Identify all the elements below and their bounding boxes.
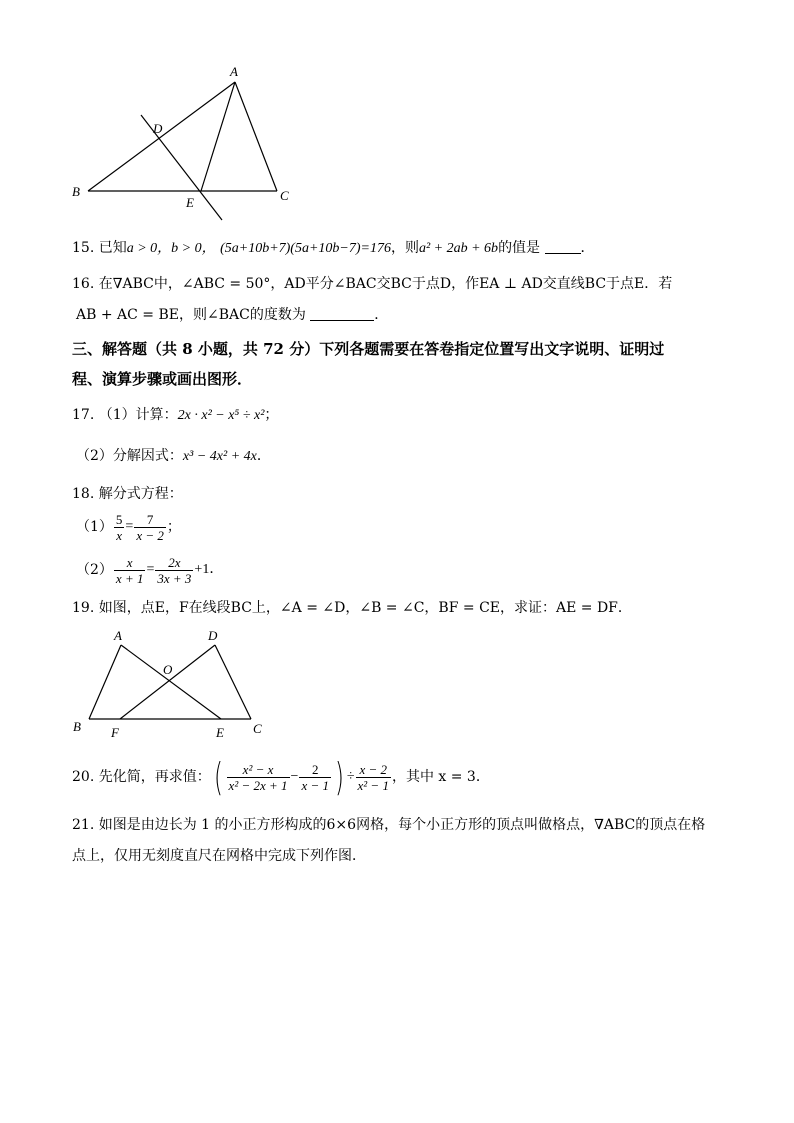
q16-number: 16. (72, 276, 95, 292)
q20-suffix: ，其中 x = 3． (391, 769, 490, 785)
q18-number: 18. (72, 486, 95, 502)
fraction (114, 512, 125, 543)
label-a: A (114, 628, 122, 643)
question-20: 20. 先化简，再求值： ( $\frac{\text{x² − x}}{\text{x² − 2x + 1}}$ − $\frac{2}{x - 1}$ ) ÷ $\frac{x - 2}{\text{x² − 1}}$ ，其中 x = 3． (72, 755, 490, 799)
q15-expression: a² + 2ab + 6b (418, 241, 499, 256)
q21-text: 如图是由边长为 1 的小正方形构成的6×6网格，每个小正方形的顶点叫做格点，∇ABC的顶点在格 (98, 817, 706, 833)
label-d: D (208, 628, 218, 643)
segment-ab (88, 82, 235, 191)
question-17-part-1 (72, 405, 278, 426)
q17-part2-end: ． (256, 448, 271, 464)
numerator: x − 2 (359, 761, 387, 777)
q18-title: 解分式方程： (98, 486, 183, 502)
numerator: x (126, 554, 133, 570)
figure-triangle-abc (60, 58, 310, 228)
denominator: x + 1 (115, 570, 144, 586)
question-18 (72, 484, 183, 504)
segment-ab (89, 645, 121, 719)
fraction (356, 762, 391, 793)
section-heading: 三、解答题（共 8 小题，共 72 分）下列各题需要在答卷指定位置写出文字说明、证明过 (72, 340, 665, 358)
label-d: D (153, 121, 163, 136)
section-heading-2: 程、演算步骤或画出图形． (72, 370, 253, 388)
label-a: A (230, 64, 238, 79)
fraction (134, 512, 166, 543)
label-o: O (163, 662, 173, 677)
fraction (114, 555, 146, 586)
question-15: 15. 已知a > 0，b > 0， (5a+10b+7)(5a+10b−7)=176，则a² + 2ab + 6b的值是 ． (72, 240, 595, 256)
q15-number: 15. (72, 240, 95, 256)
q19-number: 19. (72, 600, 95, 616)
label-e: E (216, 725, 224, 740)
question-21-line-1 (72, 815, 705, 835)
denominator: x − 2 (136, 527, 164, 543)
label-c: C (253, 721, 262, 736)
q19-text: 如图，点E，F在线段BC上，∠A = ∠D，∠B = ∠C，BF = CE，求证：AE = DF． (98, 600, 632, 616)
q17-part1-end: ； (264, 407, 279, 423)
q18-p1-end: ； (166, 519, 181, 535)
question-21-line-2: 点上，仅用无刻度直尺在网格中完成下列作图． (72, 848, 366, 864)
fraction (155, 555, 193, 586)
q15-equation: (5a+10b+7)(5a+10b−7)=176 (220, 241, 391, 256)
fraction (227, 762, 290, 793)
segment-ae (121, 645, 221, 719)
q15-condition: a > 0，b > 0， (126, 241, 216, 256)
q21-number: 21. (72, 817, 95, 833)
q15-prefix: 已知 (98, 240, 127, 256)
left-paren: ( (213, 755, 223, 799)
question-19 (72, 598, 632, 618)
q18-p1-label: （1） (76, 519, 113, 535)
fraction (299, 762, 331, 793)
numerator: 7 (146, 511, 154, 527)
numerator: 2x (168, 554, 181, 570)
numerator: x² − x (242, 761, 274, 777)
label-f: F (111, 725, 119, 740)
q15-suffix: 的值是 (498, 240, 541, 256)
q20-prefix: 先化简，再求值： (98, 769, 211, 785)
label-b: B (73, 719, 81, 734)
label-c: C (280, 188, 289, 203)
segment-dc (215, 645, 251, 719)
q17-part2-label: （2）分解因式： (76, 448, 183, 464)
q16-text: 在∇ABC中，∠ABC = 50°，AD平分∠BAC交BC于点D，作EA ⊥ AD交直线BC于点E．若 (98, 276, 673, 292)
q17-part1-label: （1）计算： (98, 407, 178, 423)
question-16-line-1 (72, 274, 672, 294)
segment-ae (201, 82, 235, 191)
q18-part-2: （2） $\frac{x}{x + 1}$ = $\frac{2x}{3x + 3}$ +1． (76, 554, 224, 586)
label-b: B (72, 184, 80, 199)
segment-df (120, 645, 215, 719)
denominator: x² − 1 (357, 777, 389, 793)
q18-p2-label: （2） (76, 562, 113, 578)
numerator: 5 (115, 511, 123, 527)
denominator: 3x + 3 (157, 570, 192, 586)
q15-mid: ，则 (390, 240, 419, 256)
q18-part-1: （1） $\frac{5}{x}$ = $\frac{7}{x - 2}$ ； (76, 511, 181, 543)
q16-text-2: AB + AC = BE，则∠BAC的度数为 (76, 307, 306, 323)
denominator: x² − 2x + 1 (228, 777, 288, 793)
label-e: E (186, 195, 194, 210)
answer-blank (310, 306, 374, 321)
q17-number: 17. (72, 407, 95, 423)
denominator: x (116, 527, 123, 543)
right-paren: ) (334, 755, 344, 799)
figure-overlapping-triangles (65, 623, 275, 743)
answer-blank (545, 239, 581, 254)
denominator: x − 1 (301, 777, 329, 793)
question-17-part-2 (76, 446, 271, 467)
q18-p2-tail: +1． (194, 562, 224, 577)
segment-ac (235, 82, 277, 191)
question-16-line-2: AB + AC = BE，则∠BAC的度数为 ． (76, 307, 389, 323)
q17-part1-expression: 2x · x² − x⁵ ÷ x² (177, 408, 265, 423)
q20-number: 20. (72, 769, 95, 785)
numerator: 2 (311, 761, 319, 777)
q17-part2-expression: x³ − 4x² + 4x (182, 449, 257, 464)
